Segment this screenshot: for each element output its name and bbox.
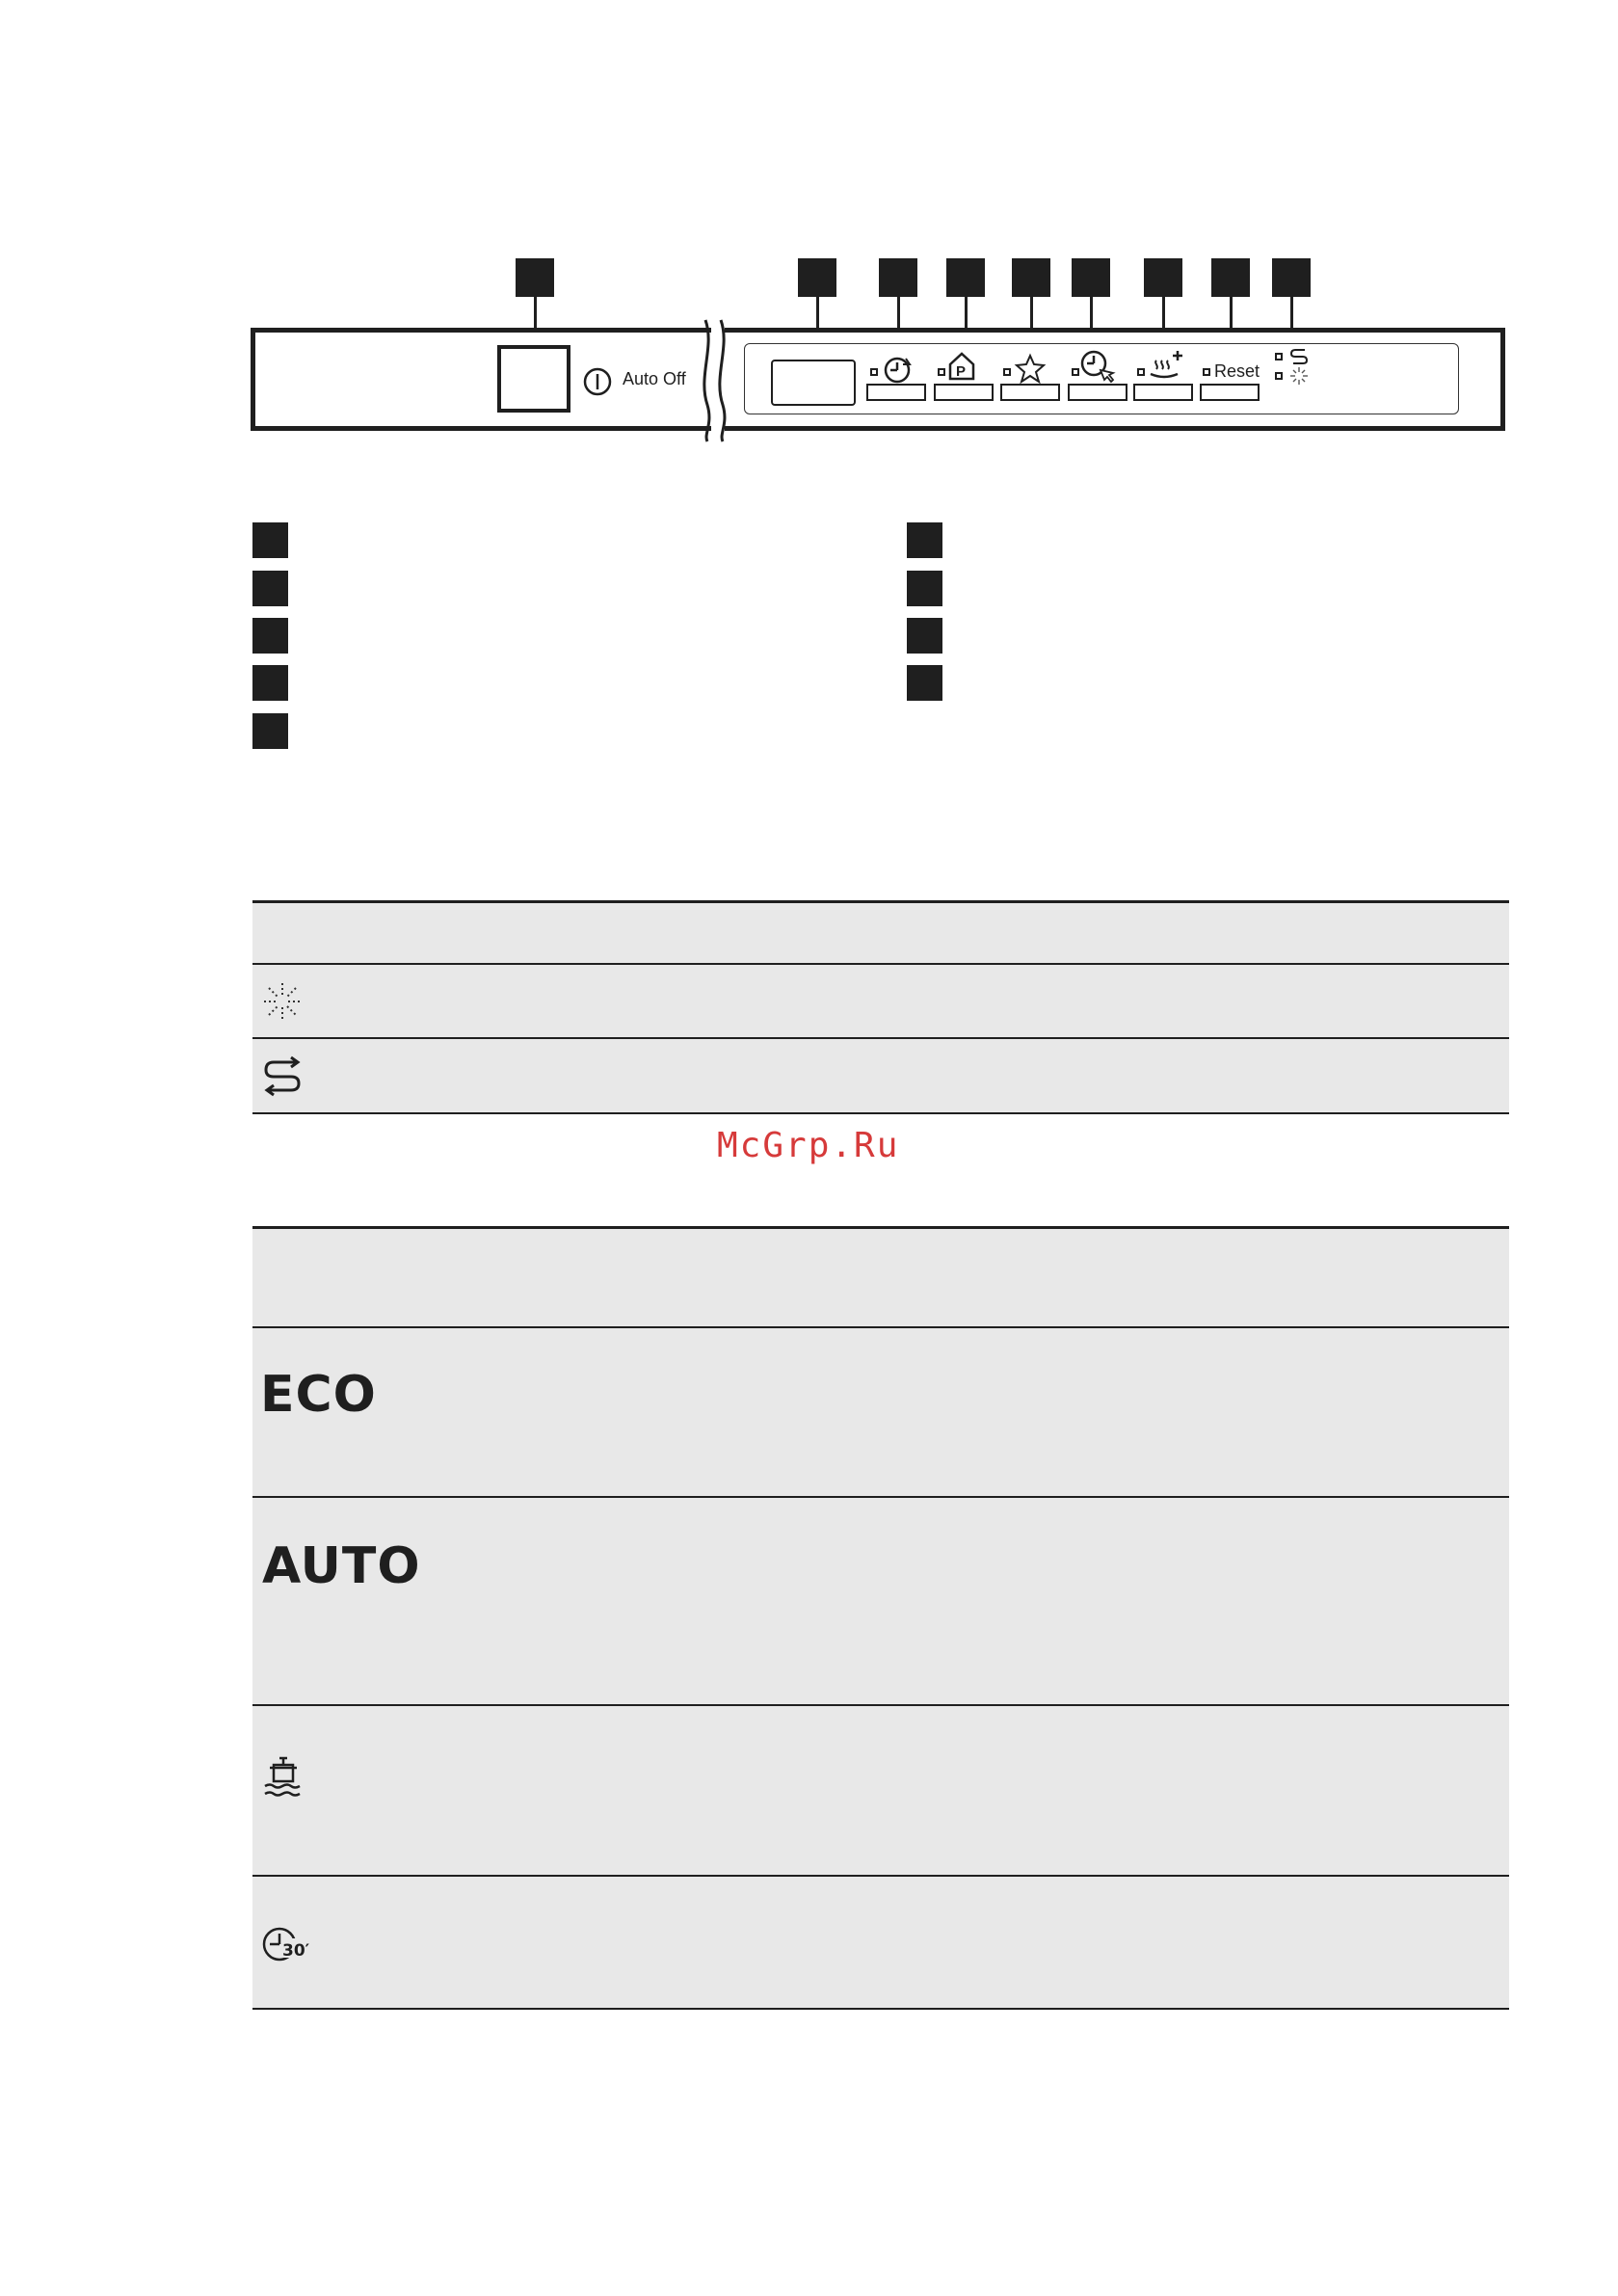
power-button[interactable] <box>497 345 570 413</box>
callout-4 <box>946 258 985 297</box>
favourite-led <box>1003 368 1011 376</box>
programme-row-intensive <box>252 1706 1509 1875</box>
time-manager-led <box>1072 368 1079 376</box>
indicator-table-header <box>252 903 1509 963</box>
legend-marker-6 <box>907 522 942 558</box>
legend-marker-9 <box>907 665 942 701</box>
salt-led <box>1275 353 1283 360</box>
star-icon <box>1015 353 1046 384</box>
reset-led <box>1203 368 1210 376</box>
callout-7 <box>1144 258 1182 297</box>
rinse-aid-icon <box>1289 366 1309 386</box>
legend-marker-5 <box>252 713 288 749</box>
legend-marker-7 <box>907 571 942 606</box>
callout-1 <box>516 258 554 297</box>
delay-start-led <box>870 368 878 376</box>
time-manager-icon <box>1079 349 1118 386</box>
auto-programme-label: AUTO <box>262 1537 421 1595</box>
callout-2 <box>798 258 836 297</box>
legend-marker-8 <box>907 618 942 654</box>
legend-marker-3 <box>252 618 288 654</box>
salt-indicator-icon <box>262 1056 305 1095</box>
panel-break-mark <box>698 318 736 443</box>
programme-table-header <box>252 1229 1509 1326</box>
callout-3 <box>879 258 917 297</box>
callout-9 <box>1272 258 1311 297</box>
extra-dry-icon <box>1149 349 1187 384</box>
time-manager-button[interactable] <box>1068 384 1127 401</box>
display <box>771 360 856 406</box>
programme-table-bottom-rule <box>252 2008 1509 2010</box>
program-button[interactable] <box>934 384 994 401</box>
reset-button[interactable] <box>1200 384 1260 401</box>
rinse-aid-led <box>1275 372 1283 380</box>
eco-programme-label: ECO <box>260 1366 377 1424</box>
indicator-row-rinse-aid <box>252 965 1509 1037</box>
reset-label: Reset <box>1214 361 1260 381</box>
power-icon <box>582 366 613 397</box>
30-minute-icon <box>262 1923 320 1965</box>
salt-icon <box>1289 347 1311 366</box>
legend-marker-4 <box>252 665 288 701</box>
legend-marker-2 <box>252 571 288 606</box>
callout-8 <box>1211 258 1250 297</box>
legend-marker-1 <box>252 522 288 558</box>
pot-icon <box>262 1754 305 1799</box>
programme-row-30min <box>252 1877 1509 2008</box>
favourite-button[interactable] <box>1000 384 1060 401</box>
indicator-table-bottom-rule <box>252 1112 1509 1114</box>
extra-dry-led <box>1137 368 1145 376</box>
svg-text:30′: 30′ <box>282 1941 310 1961</box>
indicator-row-salt <box>252 1039 1509 1112</box>
program-icon <box>947 351 976 382</box>
callout-5 <box>1012 258 1050 297</box>
extra-dry-button[interactable] <box>1133 384 1193 401</box>
programme-row-eco <box>252 1328 1509 1496</box>
svg-text:P: P <box>956 363 967 380</box>
rinse-aid-indicator-icon <box>262 981 303 1022</box>
delay-start-icon <box>881 353 914 386</box>
programme-row-auto <box>252 1498 1509 1704</box>
callout-6 <box>1072 258 1110 297</box>
delay-start-button[interactable] <box>866 384 926 401</box>
auto-off-label: Auto Off <box>623 369 686 388</box>
watermark: McGrp.Ru <box>717 1126 900 1165</box>
program-led <box>938 368 945 376</box>
